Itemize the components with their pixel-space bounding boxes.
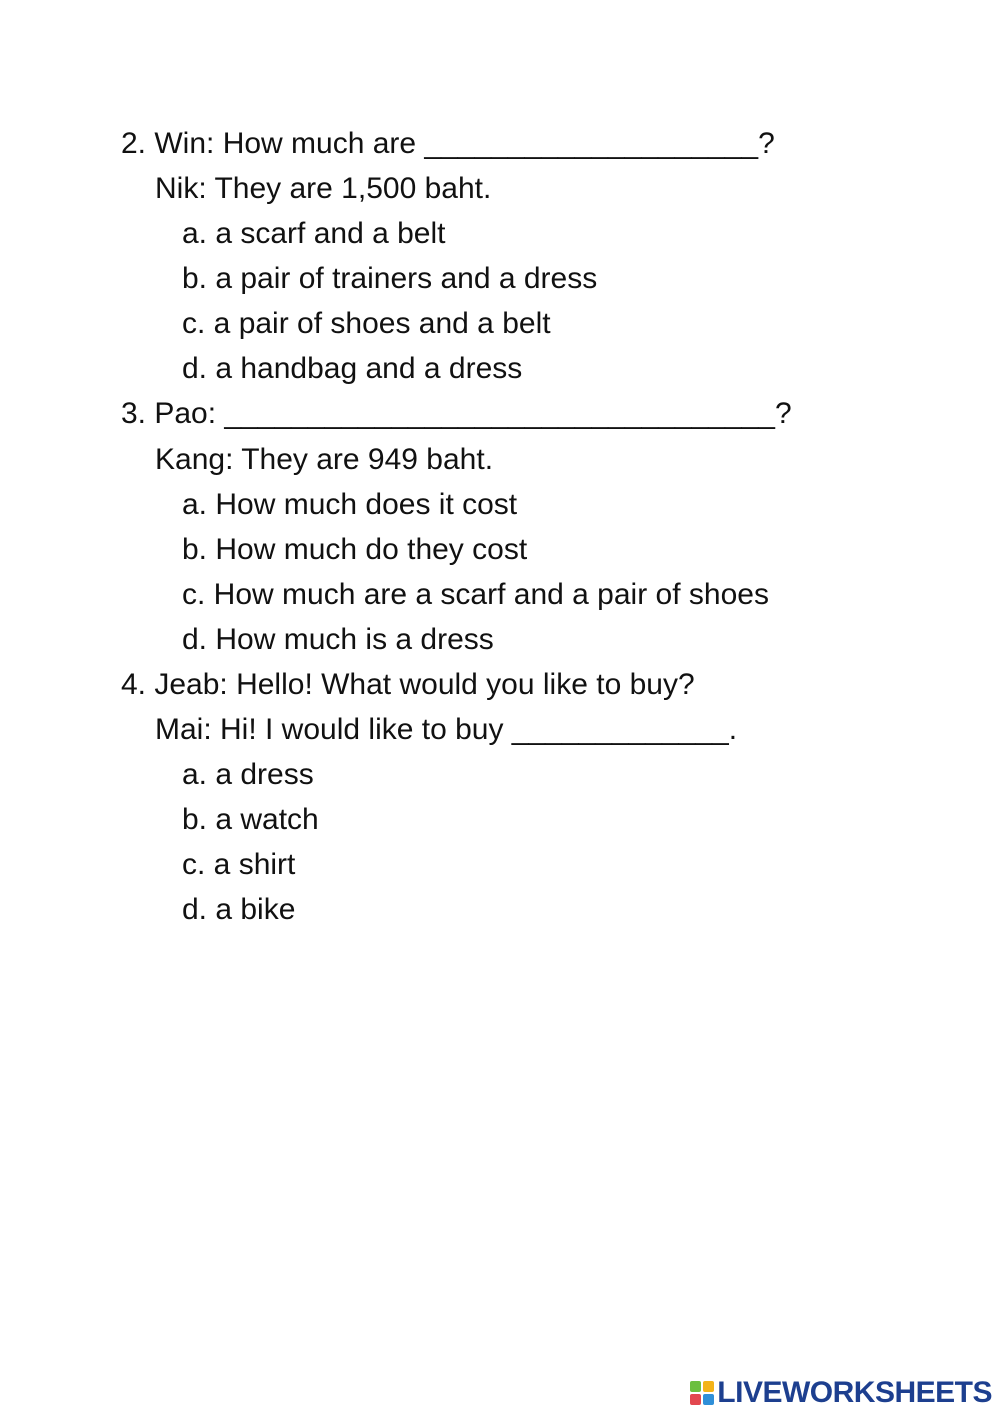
question-2-option-b: b. a pair of trainers and a dress [182, 262, 598, 295]
liveworksheets-logo [690, 1377, 992, 1409]
question-2-option-a: a. a scarf and a belt [182, 217, 446, 250]
question-3-answer: Kang: They are 949 baht. [155, 443, 494, 476]
question-2-answer: Nik: They are 1,500 baht. [155, 172, 492, 205]
question-4-answer: Mai: Hi! I would like to buy _____________. [155, 713, 738, 746]
question-3-prompt: 3. Pao: _________________________________? [121, 397, 792, 430]
question-4-option-d: d. a bike [182, 893, 296, 926]
question-4-option-b: b. a watch [182, 803, 319, 836]
liveworksheets-logo-icon [690, 1381, 714, 1405]
question-3-option-b: b. How much do they cost [182, 533, 528, 566]
question-3-option-c: c. How much are a scarf and a pair of shoes [182, 578, 769, 611]
question-4-prompt: 4. Jeab: Hello! What would you like to buy? [121, 668, 695, 701]
question-4-option-a: a. a dress [182, 758, 314, 791]
question-2-prompt: 2. Win: How much are ____________________? [121, 127, 775, 160]
question-2-option-c: c. a pair of shoes and a belt [182, 307, 551, 340]
brand-text: LIVEWORKSHEETS [717, 1376, 992, 1409]
question-3-option-a: a. How much does it cost [182, 488, 518, 521]
question-4-option-c: c. a shirt [182, 848, 296, 881]
question-3-option-d: d. How much is a dress [182, 623, 494, 656]
question-2-option-d: d. a handbag and a dress [182, 352, 523, 385]
